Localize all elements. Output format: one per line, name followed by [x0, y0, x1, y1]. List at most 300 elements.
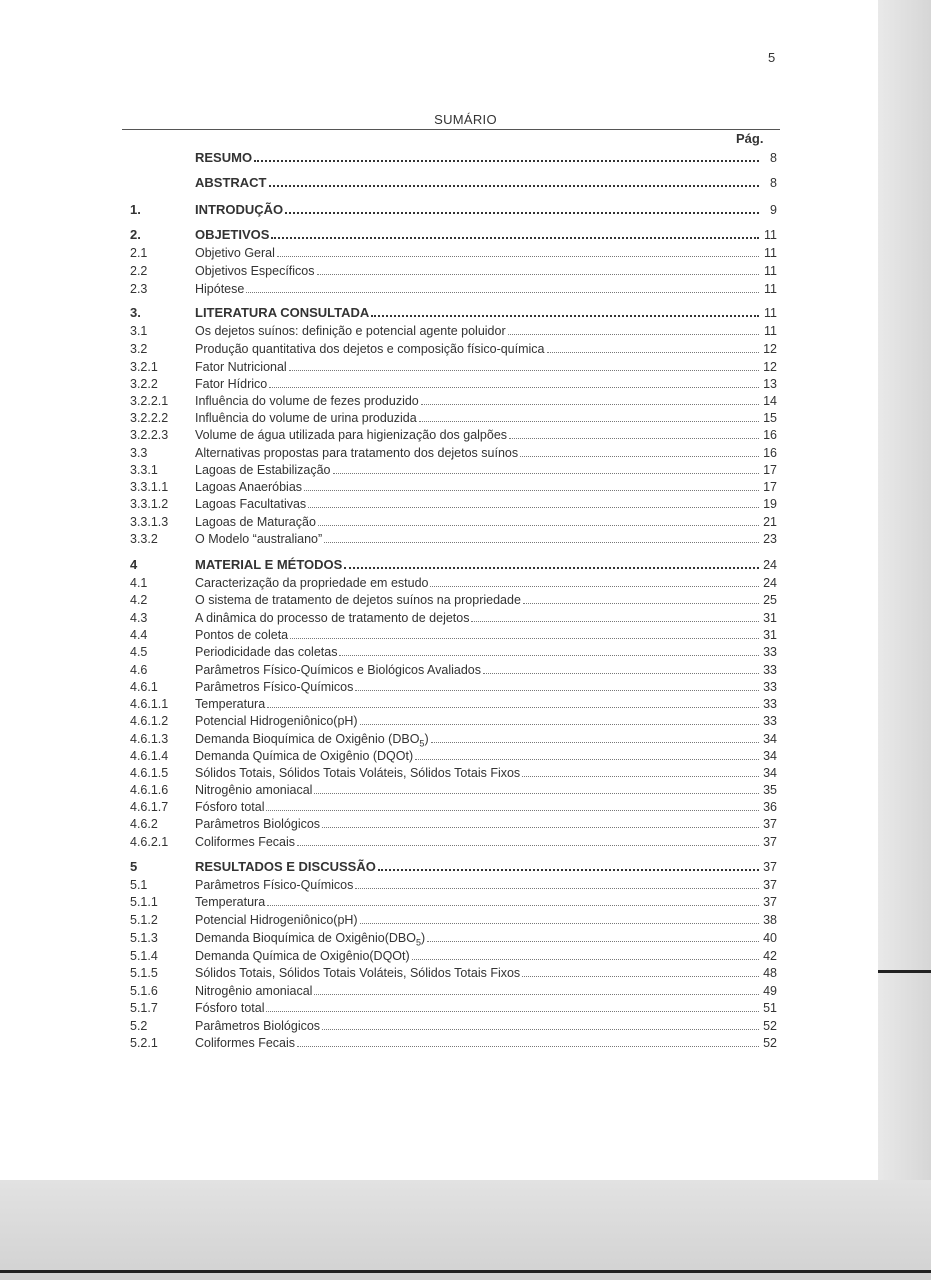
toc-entry-title-text: Fator Hídrico	[195, 377, 268, 391]
toc-entry-title-text: Os dejetos suínos: definição e potencial agente poluidor	[195, 324, 506, 338]
toc-entry-title-text: Nitrogênio amoniacal	[195, 984, 313, 998]
toc-entry-title-text: O Modelo “australiano”	[195, 532, 323, 546]
toc-entry-number: 4.4	[130, 628, 148, 642]
title-rule	[122, 129, 780, 130]
toc-entry-title	[195, 948, 761, 964]
toc-entry-number: 3.2	[130, 342, 148, 356]
toc-entry-number: 5.2	[130, 1019, 148, 1033]
toc-entry-title-text: Lagoas Anaeróbias	[195, 480, 303, 494]
toc-entry-title-text: Coliformes Fecais	[195, 835, 296, 849]
toc-entry	[0, 245, 931, 261]
toc-entry-title-text: Temperatura	[195, 697, 266, 711]
toc-entry-title	[195, 305, 761, 321]
toc-entry-number: 4.6.1.4	[130, 749, 169, 763]
toc-entry-title	[195, 834, 761, 850]
dot-leader	[522, 976, 759, 977]
toc-entry-title	[195, 496, 761, 512]
toc-entry-title-suffix: )	[420, 931, 426, 945]
toc-entry-page: 35	[763, 783, 777, 797]
toc-entry-title	[195, 816, 761, 832]
toc-entry-title-text: Influência do volume de fezes produzido	[195, 394, 419, 408]
toc-entry-title-text: Temperatura	[195, 895, 266, 909]
toc-entry-page: 11	[764, 264, 777, 278]
toc-entry-page: 33	[763, 680, 777, 694]
toc-entry-number: 4.6.1.7	[130, 800, 169, 814]
scan-edge-line	[0, 1270, 931, 1273]
toc-entry-page: 37	[763, 860, 777, 874]
toc-entry	[0, 1000, 931, 1016]
toc-entry-title	[195, 592, 761, 608]
dot-leader	[314, 994, 759, 995]
toc-entry-title-text: Pontos de coleta	[195, 628, 289, 642]
toc-entry	[0, 765, 931, 781]
toc-entry	[0, 731, 931, 747]
toc-entry-page: 37	[763, 878, 777, 892]
toc-entry-title	[195, 575, 761, 591]
toc-entry-number: 4.6.1.1	[130, 697, 169, 711]
toc-entry-page: 17	[763, 463, 777, 477]
toc-entry-title	[195, 281, 761, 297]
toc-entry-number: 2.	[130, 227, 141, 242]
toc-entry-page: 33	[763, 697, 777, 711]
dot-leader	[421, 404, 759, 405]
dot-leader	[324, 542, 759, 543]
toc-entry-title-text: Caracterização da propriedade em estudo	[195, 576, 429, 590]
dot-leader	[297, 845, 759, 846]
toc-entry-number: 3.3	[130, 446, 148, 460]
toc-entry-subscript: 5	[419, 738, 425, 749]
toc-entry-title-text: Sólidos Totais, Sólidos Totais Voláteis, Sólidos Totais Fixos	[195, 966, 521, 980]
toc-entry	[0, 644, 931, 660]
toc-entry-page: 11	[764, 228, 777, 242]
toc-entry-page: 33	[763, 645, 777, 659]
toc-entry	[0, 877, 931, 893]
toc-entry-title	[195, 877, 761, 893]
toc-entry-title	[195, 445, 761, 461]
dot-leader	[266, 810, 759, 811]
toc-entry	[0, 557, 931, 573]
dot-leader	[483, 673, 759, 674]
toc-entry-title	[195, 662, 761, 678]
toc-entry-title-text: Coliformes Fecais	[195, 1036, 296, 1050]
toc-entry-title-text: Demanda Bioquímica de Oxigênio(DBO	[195, 931, 416, 945]
toc-entry-number: 4.6.1.3	[130, 732, 169, 746]
toc-entry-page: 52	[763, 1019, 777, 1033]
toc-entry-title	[195, 376, 761, 392]
toc-entry	[0, 479, 931, 495]
toc-entry-title	[195, 175, 761, 191]
toc-entry-title	[195, 679, 761, 695]
dot-leader	[415, 759, 759, 760]
toc-entry-title	[195, 263, 761, 279]
toc-entry-page: 37	[763, 835, 777, 849]
toc-entry	[0, 592, 931, 608]
toc-entry-title	[195, 462, 761, 478]
toc-entry-number: 5.1.1	[130, 895, 158, 909]
toc-entry	[0, 782, 931, 798]
toc-entry	[0, 912, 931, 928]
toc-entry-title-text: Fósforo total	[195, 1001, 265, 1015]
toc-entry-title	[195, 610, 761, 626]
toc-entry-page: 24	[763, 576, 777, 590]
toc-entry-title-text: Demanda Química de Oxigênio (DQOt)	[195, 749, 414, 763]
toc-entry-title	[195, 1018, 761, 1034]
dot-leader	[246, 292, 759, 293]
toc-entry-title-text: Fósforo total	[195, 800, 265, 814]
toc-entry-page: 34	[763, 732, 777, 746]
dot-leader	[378, 869, 759, 871]
toc-entry	[0, 496, 931, 512]
toc-entry-title	[195, 557, 761, 573]
toc-entry-title	[195, 150, 761, 166]
dot-leader	[289, 370, 759, 371]
toc-entry	[0, 799, 931, 815]
toc-entry-title	[195, 479, 761, 495]
toc-entry	[0, 965, 931, 981]
toc-entry-title	[195, 799, 761, 815]
toc-entry-title-text: Parâmetros Físico-Químicos e Biológicos Avaliados	[195, 663, 481, 677]
toc-entry-page: 52	[763, 1036, 777, 1050]
dot-leader	[430, 586, 759, 587]
toc-entry-number: 3.2.2.1	[130, 394, 169, 408]
toc-entry	[0, 834, 931, 850]
dot-leader	[355, 888, 759, 889]
toc-entry-number: 4.6	[130, 663, 148, 677]
toc-entry-page: 16	[763, 428, 777, 442]
toc-entry-title-text: A dinâmica do processo de tratamento de dejetos	[195, 611, 470, 625]
toc-entry-page: 11	[764, 306, 777, 320]
toc-entry-title-text: Lagoas de Maturação	[195, 515, 316, 529]
toc-entry-title	[195, 245, 761, 261]
toc-entry-number: 5.1	[130, 878, 148, 892]
toc-entry-title-text: LITERATURA CONSULTADA	[195, 305, 370, 320]
toc-entry	[0, 341, 931, 357]
toc-entry-number: 5.1.6	[130, 984, 158, 998]
toc-entry-page: 11	[764, 324, 777, 338]
toc-entry	[0, 696, 931, 712]
scan-bottom-margin	[0, 1180, 931, 1280]
toc-entry-title-text: Parâmetros Físico-Químicos	[195, 878, 354, 892]
toc-entry-title	[195, 341, 761, 357]
toc-entry-title	[195, 227, 761, 243]
toc-entry-number: 5	[130, 859, 138, 874]
dot-leader	[431, 742, 759, 743]
dot-leader	[412, 959, 759, 960]
toc-entry-title	[195, 859, 761, 875]
toc-entry-title-text: OBJETIVOS	[195, 227, 270, 242]
toc-entry	[0, 263, 931, 279]
toc-entry-title-text: Demanda Química de Oxigênio(DQOt)	[195, 949, 410, 963]
toc-entry-page: 42	[763, 949, 777, 963]
toc-entry-title-text: Sólidos Totais, Sólidos Totais Voláteis, Sólidos Totais Fixos	[195, 766, 521, 780]
toc-entry	[0, 610, 931, 626]
toc-entry-number: 3.3.1.2	[130, 497, 169, 511]
toc-entry-number: 3.	[130, 305, 141, 320]
dot-leader	[285, 212, 759, 214]
toc-entry-page: 11	[764, 282, 777, 296]
dot-leader	[269, 387, 759, 388]
toc-entry	[0, 679, 931, 695]
toc-entry	[0, 1018, 931, 1034]
toc-entry-number: 4.2	[130, 593, 148, 607]
toc-entry-title	[195, 912, 761, 928]
dot-leader	[271, 237, 759, 239]
toc-entry-title-text: Lagoas de Estabilização	[195, 463, 331, 477]
toc-entry-page: 37	[763, 895, 777, 909]
toc-entry-title-text: RESULTADOS E DISCUSSÃO	[195, 859, 376, 874]
toc-title: SUMÁRIO	[434, 112, 497, 127]
toc-entry	[0, 323, 931, 339]
toc-entry-page: 33	[763, 663, 777, 677]
dot-leader	[344, 567, 759, 569]
toc-entry-title	[195, 696, 761, 712]
page-number: 5	[768, 50, 776, 65]
toc-entry-number: 4.3	[130, 611, 148, 625]
toc-entry-page: 37	[763, 817, 777, 831]
dot-leader	[322, 1029, 759, 1030]
toc-entry-number: 2.3	[130, 282, 148, 296]
toc-entry	[0, 281, 931, 297]
toc-entry-number: 5.1.7	[130, 1001, 158, 1015]
toc-entry-number: 4.6.2.1	[130, 835, 169, 849]
toc-entry-page: 31	[763, 628, 777, 642]
toc-entry-number: 4.6.1.2	[130, 714, 169, 728]
toc-entry-title-text: Periodicidade das coletas	[195, 645, 338, 659]
toc-entry-number: 2.1	[130, 246, 148, 260]
toc-entry-title	[195, 765, 761, 781]
dot-leader	[333, 473, 759, 474]
toc-entry-number: 5.2.1	[130, 1036, 158, 1050]
toc-entry-title-text: MATERIAL E MÉTODOS	[195, 557, 343, 572]
toc-entry-number: 5.1.4	[130, 949, 158, 963]
dot-leader	[318, 525, 759, 526]
toc-entry-number: 4.5	[130, 645, 148, 659]
dot-leader	[360, 724, 759, 725]
dot-leader	[355, 690, 759, 691]
toc-entry	[0, 930, 931, 946]
toc-entry-title	[195, 782, 761, 798]
toc-entry-page: 11	[764, 246, 777, 260]
toc-entry-page: 12	[763, 342, 777, 356]
toc-entry-page: 33	[763, 714, 777, 728]
toc-entry-title-text: INTRODUÇÃO	[195, 202, 284, 217]
toc-entry-title-text: RESUMO	[195, 150, 253, 165]
toc-entry-page: 9	[770, 203, 777, 217]
toc-entry-number: 4.6.1	[130, 680, 158, 694]
toc-entry-page: 34	[763, 749, 777, 763]
toc-entry	[0, 983, 931, 999]
dot-leader	[297, 1046, 759, 1047]
toc-entry-title-text: Lagoas Facultativas	[195, 497, 307, 511]
toc-entry	[0, 359, 931, 375]
dot-leader	[339, 655, 759, 656]
toc-entry-number: 4.6.1.5	[130, 766, 169, 780]
toc-entry-title	[195, 1000, 761, 1016]
toc-entry-subscript: 5	[415, 937, 421, 948]
toc-entry-title	[195, 713, 761, 729]
toc-entry	[0, 445, 931, 461]
dot-leader	[520, 456, 759, 457]
toc-entry	[0, 150, 931, 166]
toc-entry-title-text: Objetivo Geral	[195, 246, 275, 260]
toc-entry-title-text: Potencial Hidrogeniônico(pH)	[195, 913, 358, 927]
toc-entry-page: 38	[763, 913, 777, 927]
dot-leader	[419, 421, 759, 422]
dot-leader	[317, 274, 760, 275]
toc-entry-title	[195, 514, 761, 530]
toc-entry-number: 2.2	[130, 264, 148, 278]
toc-entry	[0, 713, 931, 729]
toc-entry-page: 51	[763, 1001, 777, 1015]
toc-entry	[0, 202, 931, 218]
toc-entry-title	[195, 393, 761, 409]
toc-entry-page: 24	[763, 558, 777, 572]
toc-entry-page: 23	[763, 532, 777, 546]
toc-entry-page: 17	[763, 480, 777, 494]
toc-entry	[0, 227, 931, 243]
dot-leader	[277, 256, 759, 257]
toc-entry-number: 3.1	[130, 324, 148, 338]
toc-entry	[0, 1035, 931, 1051]
toc-entry-title	[195, 202, 761, 218]
toc-entry-page: 21	[763, 515, 777, 529]
dot-leader	[427, 941, 759, 942]
toc-entry-number: 4	[130, 557, 138, 572]
dot-leader	[254, 160, 759, 162]
dot-leader	[360, 923, 759, 924]
dot-leader	[266, 1011, 759, 1012]
toc-entry-page: 8	[770, 176, 777, 190]
toc-entry-page: 19	[763, 497, 777, 511]
toc-entry	[0, 575, 931, 591]
toc-entry-title-suffix: )	[424, 732, 429, 746]
dot-leader	[509, 438, 759, 439]
dot-leader	[371, 315, 759, 317]
toc-entry-number: 5.1.5	[130, 966, 158, 980]
toc-entry-number: 3.2.2.2	[130, 411, 169, 425]
toc-entry-page: 8	[770, 151, 777, 165]
toc-entry-number: 4.6.1.6	[130, 783, 169, 797]
toc-entry-title	[195, 983, 761, 999]
toc-entry-page: 49	[763, 984, 777, 998]
toc-entry-title	[195, 644, 761, 660]
dot-leader	[508, 334, 759, 335]
toc-entry-number: 3.3.1	[130, 463, 158, 477]
toc-entry-title-text: Potencial Hidrogeniônico(pH)	[195, 714, 358, 728]
toc-entry-number: 4.1	[130, 576, 148, 590]
toc-entry-page: 13	[763, 377, 777, 391]
dot-leader	[547, 352, 760, 353]
toc-entry-number: 1.	[130, 202, 141, 217]
toc-entry-title	[195, 531, 761, 547]
toc-entry	[0, 305, 931, 321]
toc-entry-number: 4.6.2	[130, 817, 158, 831]
toc-entry	[0, 859, 931, 875]
toc-entry-title-text: Alternativas propostas para tratamento dos dejetos suínos	[195, 446, 519, 460]
toc-entry-title-text: Demanda Bioquímica de Oxigênio (DBO	[195, 732, 420, 746]
toc-entry-page: 25	[763, 593, 777, 607]
toc-entry-number: 3.2.2.3	[130, 428, 169, 442]
dot-leader	[290, 638, 759, 639]
toc-entry-title-text: ABSTRACT	[195, 175, 267, 190]
toc-entry-number: 5.1.3	[130, 931, 158, 945]
toc-entry-title-text: Influência do volume de urina produzida	[195, 411, 417, 425]
toc-entry-title	[195, 323, 761, 339]
dot-leader	[471, 621, 759, 622]
toc-entry-page: 48	[763, 966, 777, 980]
dot-leader	[523, 603, 759, 604]
toc-entry-page: 14	[763, 394, 777, 408]
toc-entry-number: 5.1.2	[130, 913, 158, 927]
toc-entry-title-text: Nitrogênio amoniacal	[195, 783, 313, 797]
dot-leader	[304, 490, 759, 491]
toc-entry-title	[195, 359, 761, 375]
toc-entry-page: 34	[763, 766, 777, 780]
toc-entry	[0, 393, 931, 409]
toc-entry-title-text: Volume de água utilizada para higienização dos galpões	[195, 428, 508, 442]
toc-entry	[0, 410, 931, 426]
toc-entry-number: 3.3.2	[130, 532, 158, 546]
dot-leader	[308, 507, 759, 508]
toc-entry-title-text: O sistema de tratamento de dejetos suínos na propriedade	[195, 593, 521, 607]
toc-entry	[0, 748, 931, 764]
dot-leader	[314, 793, 759, 794]
dot-leader	[322, 827, 759, 828]
toc-entry-page: 12	[763, 360, 777, 374]
toc-entry-title-text: Fator Nutricional	[195, 360, 287, 374]
toc-entry-title-text: Produção quantitativa dos dejetos e composição físico-química	[195, 342, 545, 356]
toc-entry	[0, 662, 931, 678]
toc-entry-title	[195, 627, 761, 643]
toc-entry-page: 40	[763, 931, 777, 945]
toc-entry-page: 31	[763, 611, 777, 625]
toc-entry	[0, 175, 931, 191]
toc-entry-page: 36	[763, 800, 777, 814]
toc-entry-title-text: Hipótese	[195, 282, 245, 296]
toc-entry-title-text: Objetivos Específicos	[195, 264, 315, 278]
toc-entry-title	[195, 410, 761, 426]
toc-entry-number: 3.3.1.3	[130, 515, 169, 529]
toc-entry-title-text: Parâmetros Biológicos	[195, 1019, 321, 1033]
toc-entry	[0, 627, 931, 643]
toc-entry	[0, 376, 931, 392]
toc-entry	[0, 948, 931, 964]
dot-leader	[522, 776, 759, 777]
toc-entry-number: 3.3.1.1	[130, 480, 169, 494]
dot-leader	[267, 905, 759, 906]
toc-entry	[0, 894, 931, 910]
toc-entry-number: 3.2.2	[130, 377, 158, 391]
toc-entry-title	[195, 965, 761, 981]
toc-entry-title	[195, 1035, 761, 1051]
toc-entry-title-text: Parâmetros Biológicos	[195, 817, 321, 831]
toc-entry-page: 15	[763, 411, 777, 425]
toc-entry	[0, 816, 931, 832]
page-column-label: Pág.	[736, 131, 764, 146]
toc-entry-title	[195, 748, 761, 764]
toc-entry	[0, 531, 931, 547]
toc-entry-title	[195, 894, 761, 910]
toc-entry	[0, 514, 931, 530]
dot-leader	[269, 185, 760, 187]
toc-entry	[0, 427, 931, 443]
toc-entry-title	[195, 427, 761, 443]
toc-entry-number: 3.2.1	[130, 360, 158, 374]
toc-entry-page: 16	[763, 446, 777, 460]
dot-leader	[267, 707, 759, 708]
toc-entry	[0, 462, 931, 478]
toc-entry-title-text: Parâmetros Físico-Químicos	[195, 680, 354, 694]
